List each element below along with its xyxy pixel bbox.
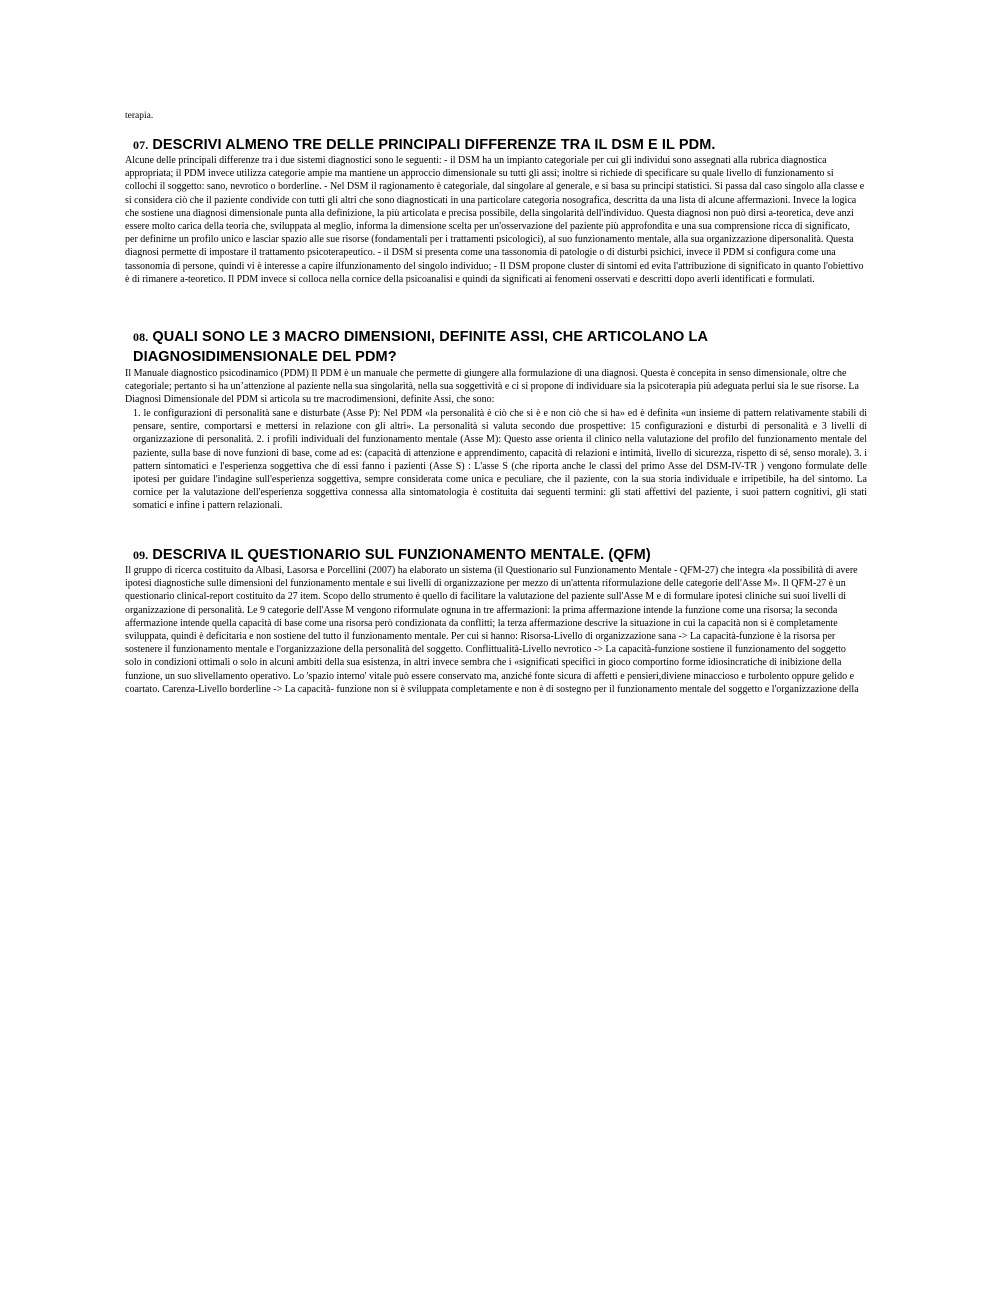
section-07-number: 07. (133, 138, 149, 152)
section-07-heading (133, 135, 716, 155)
section-08-title-line1: QUALI SONO LE 3 MACRO DIMENSIONI, DEFINITE ASSI, CHE ARTICOLANO LA (152, 329, 709, 345)
section-08-body: Il Manuale diagnostico psicodinamico (PDM) Il PDM è un manuale che permette di giungere alla formulazione di una diagnosi. Questa è concepita in senso dimensionale, oltre che categoriale; pertanto si ha un’attenzione al paziente nella sua singolarità, nella sua soggettività e ci si propone di individuare sia la psicoterapia più adeguata perlui sia le sue risorse. La Diagnosi Dimensionale del PDM si articola su tre macrodimensioni, definite Assi, che sono: (125, 368, 859, 406)
section-08-title-line2: DIAGNOSIDIMENSIONALE DEL PDM? (133, 349, 397, 365)
section-09-heading (133, 545, 651, 565)
section-09-body: Il gruppo di ricerca costituito da Albasi, Lasorsa e Porcellini (2007) ha elaborato un sistema (il Questionario sul Funzionamento Mentale - QFM-27) che integra «la possibilità di avere ipotesi diagnostiche sulle dimensioni del funzionamento mentale e sui livelli di organizzazione per mezzo di un'attenta riformulazione delle categorie dell'Asse M». Il QFM-27 è un questionario clinical-report costituito da 27 item. Scopo dello strumento è quello di facilitare la valutazione del paziente sull'Asse M e di formulare ipotesi cliniche sui suoi livelli di organizzazione di personalità. Le 9 categorie dell'Asse M vengono riformulate ognuna in tre affermazioni: la prima affermazione intende la funzione come una risorsa; la seconda affermazione intende quella capacità di base come una risorsa però condizionata da conflitti; la terza affermazione descrive la situazione in cui la capacità non si è completamente sviluppata, quindi è deficitaria e non sostiene del tutto il funzionamento mentale. Per cui si hanno: Risorsa-Livello di organizzazione sana -> La capacità-funzione è la risorsa per sostenere il funzionamento mentale e l'organizzazione della personalità del soggetto. Conflittualità-Livello nevrotico -> La capacità-funzione sostiene il funzionamento del soggetto solo in condizioni ottimali o solo in alcuni ambiti della sua esistenza, in altri invece sembra che i «significati specifici in gioco comportino forme idiosincratiche di inibizione della funzione, un suo slivellamento operativo. Lo 'spazio interno' vitale può essere conservato ma, anziché fonte sicura di affetti e pensieri,diviene minaccioso e turbolento oppure gelido e coartato. Carenza-Livello borderline -> La capacità- funzione non si è sviluppata completamente e non è di sostegno per il funzionamento mentale del soggetto e l'organizzazione della (125, 565, 859, 695)
section-08-heading-line2 (133, 347, 397, 367)
section-07-title: DESCRIVI ALMENO TRE DELLE PRINCIPALI DIFFERENZE TRA IL DSM E IL PDM. (152, 137, 716, 153)
section-08-number: 08. (133, 330, 149, 344)
section-09-title: DESCRIVA IL QUESTIONARIO SUL FUNZIONAMENTO MENTALE. (QFM) (152, 547, 651, 563)
section-08-heading-line1 (133, 327, 708, 347)
section-09-number: 09. (133, 548, 149, 562)
section-08-axes-list: 1. le configurazioni di personalità sane e disturbate (Asse P): Nel PDM «la personalità è ciò che si è e non ciò che si ha» ed è definita «un insieme di pattern relativamente stabili di pensare, sentire, comportarsi e mettersi in relazione con gli altri». La personalità si valuta secondo due prospettive: 15 configurazioni e disturbi di personalità e 3 livelli di organizzazione di personalità. 2. i profili individuali del funzionamento mentale (Asse M): Questo asse orienta il clinico nella valutazione del profilo del funzionamento mentale del paziente, sulla base di nove funzioni di base, come ad es: (capacità di attenzione e apprendimento, capacità di relazioni e intimità, livello di sicurezza, rispetto di sé, senso morale). 3. i pattern sintomatici e l'esperienza soggettiva che di essi fanno i pazienti (Asse S) : L'asse S (che riporta anche le classi del primo Asse del DSM-IV-TR ) vengono formulate delle ipotesi per guidare l'indagine sull'esperienza soggettiva, sempre considerata come unica e peculiare, che il paziente, con la sua storia individuale e irripetibile, ha del sintomo. La cornice per la valutazione dell'esperienza soggettiva connessa alla sintomatologia è costituita dai seguenti termini: gli stati affettivi del paziente, i suoi pattern cognitivi, gli stati somatici e infine i pattern relazionali. (133, 408, 867, 512)
previous-text-fragment: terapia. (125, 111, 154, 121)
section-07-body: Alcune delle principali differenze tra i due sistemi diagnostici sono le seguenti: - il DSM ha un impianto categoriale per cui gli individui sono assegnati alla rubrica diagnostica appropriata; il PDM invece utilizza categorie ampie ma mantiene un approccio dimensionale su tutti gli assi; inoltre si richiede di specificare su quale livello di funzionamento si collochi il soggetto: sano, nevrotico o borderline. - Nel DSM il ragionamento è categoriale, dal singolare al generale, e si basa su principi statistici. Si passa dal caso singolo alla classe e si considera ciò che il paziente condivide con tutti gli altri che sono diagnosticati in una particolare categoria nosografica, descritta da una lista di alcune affermazioni. Invece la logica che sostiene una diagnosi dimensionale punta alla definizione, la più articolata e precisa possibile, della singolarità dell'individuo. Questa diagnosi non può dirsi a-teoretica, deve anzi essere molto carica della teoria che, sviluppata al meglio, informa la dimensione scelta per un'osservazione del paziente più approfondita e una sua comprensione ricca di significato, per definirne un profilo unico e lasciar spazio alle sue risorse (fondamentali per i trattamenti psicologici), al suo funzionamento mentale, alla sua organizzazione dipersonalità. Questa diagnosi permette di impostare il trattamento psicoterapeutico. - il DSM si presenta come una tassonomia di patologie o di disturbi psichici, invece il PDM si configura come una tassonomia di persone, quindi vi è interesse a capire ilfunzionamento del singolo individuo; - Il DSM propone cluster di sintomi ed evita l'attribuzione di significato in quanto l'obiettivo è di rimanere a-teoretico. Il PDM invece si colloca nella cornice della psicoanalisi e quindi da significati ai fenomeni osservati e descritti dopo averli identificati e formulati. (125, 155, 865, 285)
